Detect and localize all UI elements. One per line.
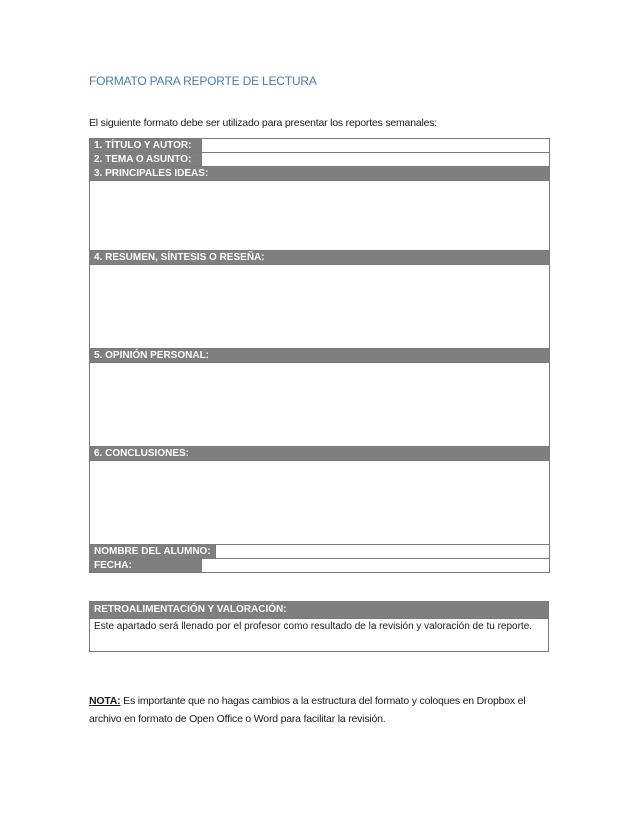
note-paragraph bbox=[89, 692, 559, 728]
alumno-label: NOMBRE DEL ALUMNO: bbox=[90, 545, 216, 559]
note-label: NOTA: bbox=[89, 695, 121, 707]
intro-text: El siguiente formato debe ser utilizado para presentar los reportes semanales: bbox=[89, 117, 438, 129]
titulo-label: 1. TÍTULO Y AUTOR: bbox=[90, 139, 202, 153]
feedback-header: RETROALIMENTACIÓN Y VALORACIÓN: bbox=[90, 602, 549, 619]
tema-label: 2. TEMA O ASUNTO: bbox=[90, 153, 202, 167]
ideas-header: 3. PRINCIPALES IDEAS: bbox=[90, 167, 550, 181]
document-title: FORMATO PARA REPORTE DE LECTURA bbox=[89, 74, 317, 88]
conclusiones-field[interactable] bbox=[90, 461, 550, 545]
titulo-field[interactable] bbox=[202, 139, 550, 153]
fecha-field[interactable] bbox=[202, 559, 550, 573]
feedback-body: Este apartado será llenado por el profesor como resultado de la revisión y valoración de tu reporte. bbox=[90, 619, 549, 652]
conclusiones-header: 6. CONCLUSIONES: bbox=[90, 447, 550, 461]
resumen-field[interactable] bbox=[90, 265, 550, 349]
feedback-box bbox=[89, 601, 549, 652]
resumen-header: 4. RESUMEN, SÍNTESIS O RESEÑA: bbox=[90, 251, 550, 265]
fecha-label: FECHA: bbox=[90, 559, 202, 573]
tema-field[interactable] bbox=[202, 153, 550, 167]
note-text: Es importante que no hagas cambios a la estructura del formato y coloques en Dropbox el archivo en formato de Open Office o Word para facilitar la revisión. bbox=[89, 695, 526, 725]
opinion-header: 5. OPINIÓN PERSONAL: bbox=[90, 349, 550, 363]
report-form bbox=[89, 138, 550, 573]
opinion-field[interactable] bbox=[90, 363, 550, 447]
alumno-field[interactable] bbox=[216, 545, 550, 559]
ideas-field[interactable] bbox=[90, 181, 550, 251]
